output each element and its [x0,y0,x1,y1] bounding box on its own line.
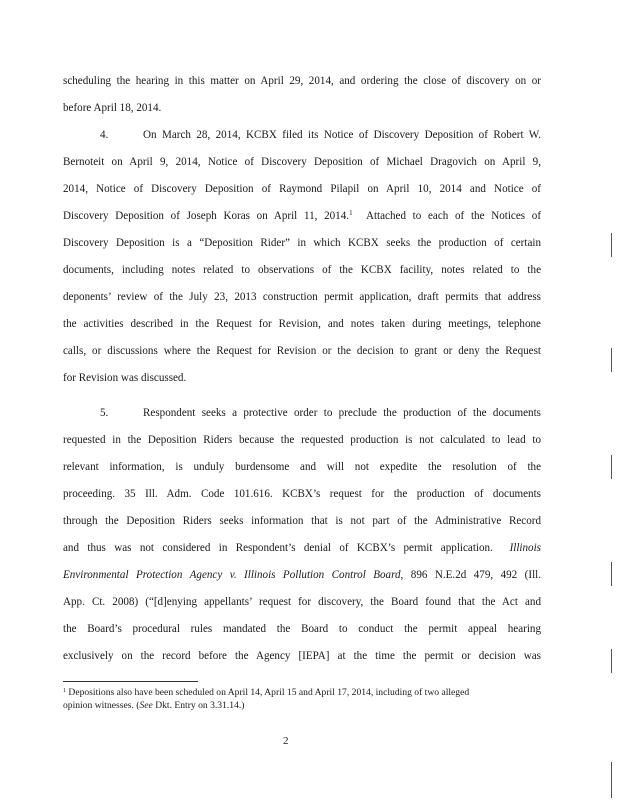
body-line: Environmental Protection Agency v. Illinois Pollution Control Board, 896 N.E.2d 479, 492 (Ill. [63,569,542,581]
revision-bar [611,562,612,586]
body-line: exclusively on the record before the Agency [IEPA] at the time the permit or decision was [63,650,541,662]
body-line: App. Ct. 2008) (“[d]enying appellants’ request for discovery, the Board found that the Act and [63,596,541,608]
body-line: relevant information, is unduly burdensome and will not expedite the resolution of the [63,461,541,473]
footnote-marker: 1 [63,688,66,694]
body-line: and thus was not considered in Respondent’s denial of KCBX’s permit application. Illinois [63,542,541,554]
revision-bar [611,762,612,798]
paragraph-4-first-line: 4. On March 28, 2014, KCBX filed its Notice of Discovery Deposition of Robert W. [100,129,541,141]
case-citation: Environmental Protection Agency v. Illinois Pollution Control Board [63,569,401,581]
case-citation: Illinois [509,542,541,554]
footnote-separator [63,681,198,682]
body-line: the activities described in the Request for Revision, and notes taken during meetings, telephone [63,318,541,330]
body-line: proceeding. 35 Ill. Adm. Code 101.616. KCBX’s request for the production of documents [63,488,541,500]
body-line: 2014, Notice of Discovery Deposition of Raymond Pilapil on April 10, 2014 and Notice of [63,183,541,195]
paragraph-number: 4. [100,129,109,141]
paragraph-number: 5. [100,407,109,419]
body-line: Discovery Deposition of Joseph Koras on April 11, 2014.$^1$ Attached to each of the Notices of [63,209,542,222]
revision-bar [611,348,612,372]
body-line: the Board’s procedural rules mandated the Board to conduct the permit appeal hearing [63,623,541,635]
body-line: for Revision was discussed. [63,372,187,384]
body-line: before April 18, 2014. [63,102,162,114]
body-line: scheduling the hearing in this matter on April 29, 2014, and ordering the close of discovery on or [63,75,541,87]
footnote-line: $^1$ Depositions also have been scheduled on April 14, April 15 and April 17, 2014, including of two alleged [63,687,470,698]
revision-bar [611,233,612,257]
body-line: calls, or discussions where the Request for Revision or the decision to grant or deny the Request [63,345,541,357]
footnote-line: opinion witnesses. (See Dkt. Entry on 3.31.14.) [63,700,245,711]
page-number: 2 [283,735,289,747]
revision-bar [611,455,612,479]
body-line: Discovery Deposition is a “Deposition Rider” in which KCBX seeks the production of certain [63,237,541,249]
paragraph-5-first-line: 5. Respondent seeks a protective order to preclude the production of the documents [100,407,541,419]
body-line: documents, including notes related to observations of the KCBX facility, notes related to the [63,264,541,276]
body-line: through the Deposition Riders seeks information that is not part of the Administrative Record [63,515,541,527]
body-line: requested in the Deposition Riders because the requested production is not calculated to lead to [63,434,541,446]
revision-bar [611,649,612,673]
body-line: deponents’ review of the July 23, 2013 construction permit application, draft permits that address [63,291,541,303]
footnote-ref: 1 [349,209,353,217]
body-line: Bernoteit on April 9, 2014, Notice of Discovery Deposition of Michael Dragovich on April 9, [63,156,541,168]
